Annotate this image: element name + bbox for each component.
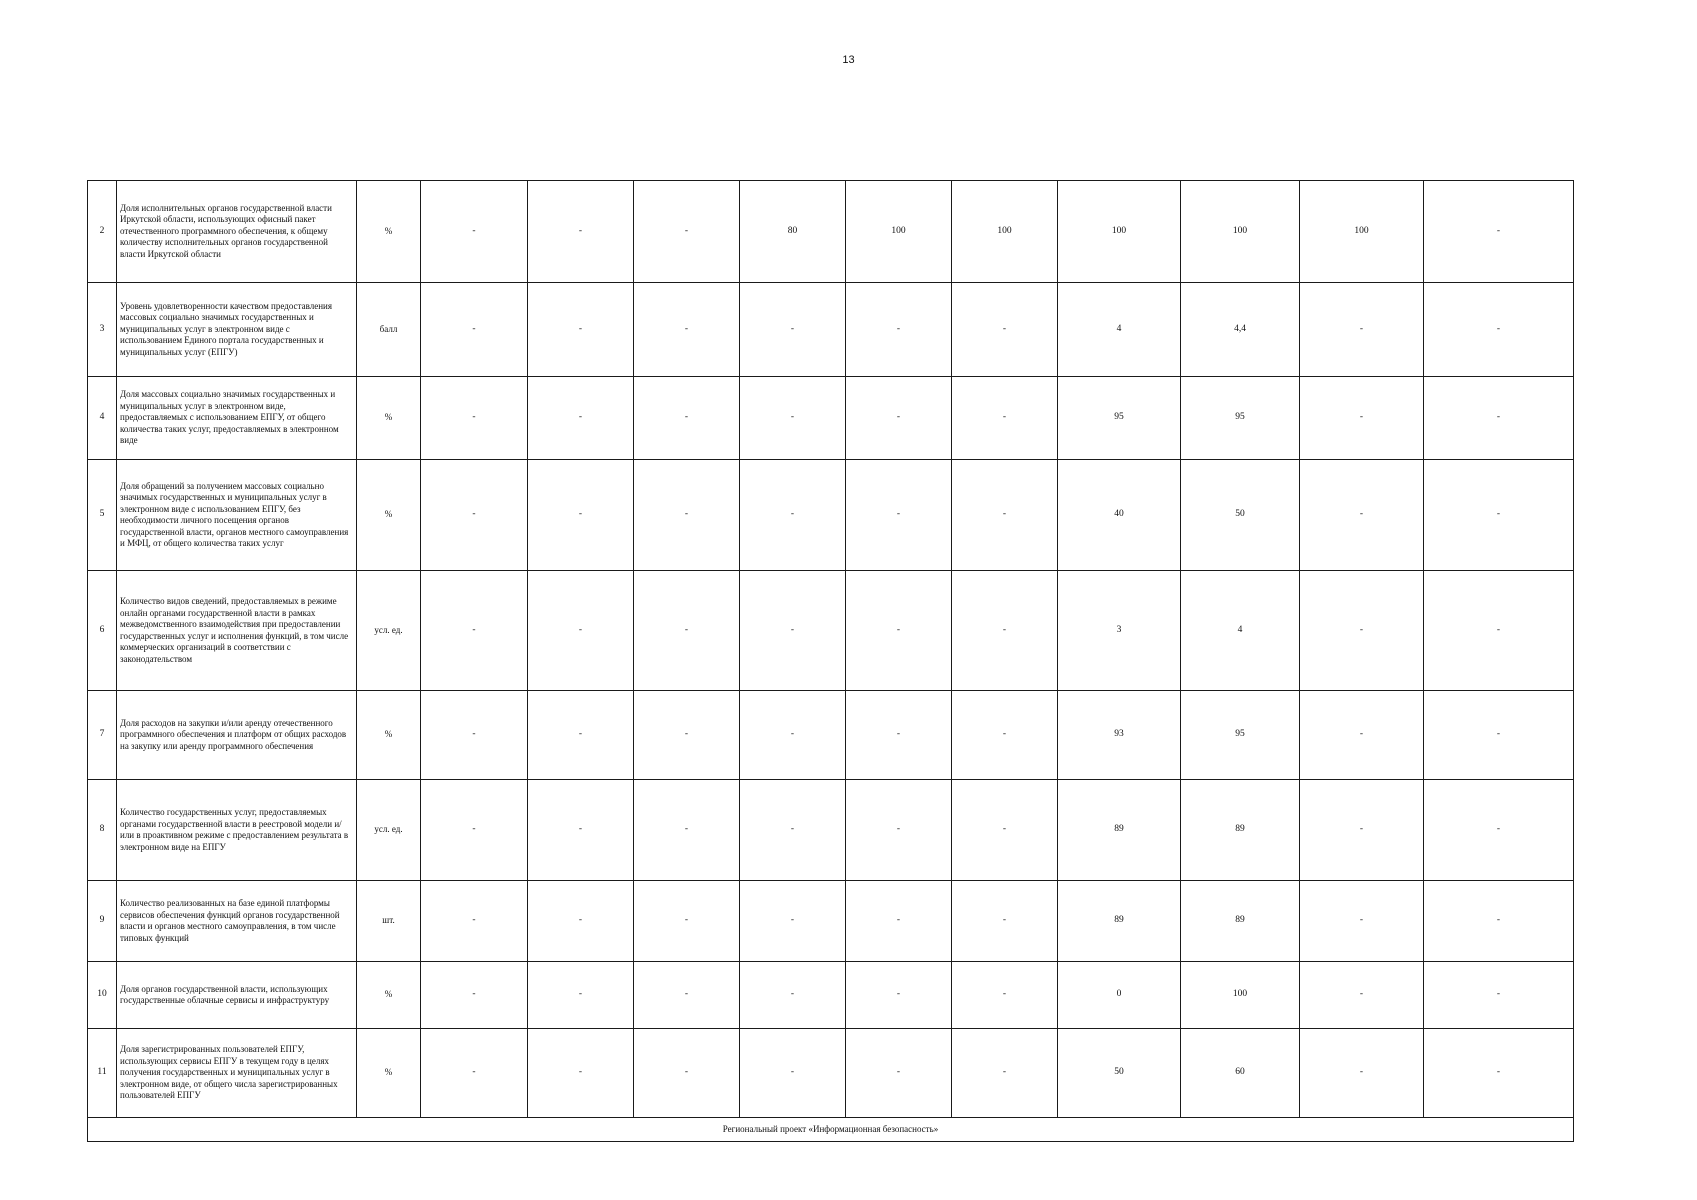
value-cell: - (1300, 780, 1424, 881)
value-cell: - (528, 460, 634, 571)
value-cell: 93 (1058, 691, 1181, 780)
value-cell: - (952, 881, 1058, 962)
value-cell: - (528, 181, 634, 283)
row-number: 11 (88, 1029, 117, 1118)
value-cell: 89 (1058, 881, 1181, 962)
value-cell: 89 (1181, 780, 1300, 881)
indicator-name: Доля обращений за получением массовых социально значимых государственных и муниципальных услуг в электронном виде с использованием ЕПГУ, без необходимости личного посещения органов государственной власти, органов местного самоуправления и МФЦ, от общего количества таких услуг (117, 460, 357, 571)
value-cell: - (1300, 571, 1424, 691)
value-cell: - (952, 691, 1058, 780)
value-cell: - (1424, 377, 1574, 460)
value-cell: - (634, 1029, 740, 1118)
row-number: 4 (88, 377, 117, 460)
table-row (88, 571, 1574, 691)
value-cell: 100 (1181, 962, 1300, 1029)
table-row (88, 460, 1574, 571)
unit-cell: % (357, 181, 421, 283)
indicator-name: Количество государственных услуг, предоставляемых органами государственной власти в реестровой модели и/или в проактивном режиме с предоставлением результата в электронном виде на ЕПГУ (117, 780, 357, 881)
value-cell: - (846, 283, 952, 377)
table-row (88, 181, 1574, 283)
value-cell: - (846, 691, 952, 780)
table-body (88, 181, 1574, 1142)
value-cell: - (634, 377, 740, 460)
value-cell: - (528, 1029, 634, 1118)
unit-cell: % (357, 962, 421, 1029)
value-cell: - (528, 780, 634, 881)
row-number: 2 (88, 181, 117, 283)
indicator-name: Доля исполнительных органов государственной власти Иркутской области, использующих офисный пакет отечественного программного обеспечения, к общему количеству исполнительных органов государственной власти Иркутской области (117, 181, 357, 283)
row-number: 10 (88, 962, 117, 1029)
value-cell: 100 (1058, 181, 1181, 283)
value-cell: - (1424, 283, 1574, 377)
value-cell: - (528, 691, 634, 780)
value-cell: - (421, 283, 528, 377)
value-cell: - (952, 962, 1058, 1029)
value-cell: - (740, 283, 846, 377)
table-row (88, 780, 1574, 881)
value-cell: - (528, 377, 634, 460)
unit-cell: усл. ед. (357, 780, 421, 881)
value-cell: 50 (1181, 460, 1300, 571)
value-cell: 100 (1300, 181, 1424, 283)
value-cell: 4 (1181, 571, 1300, 691)
value-cell: - (1300, 691, 1424, 780)
value-cell: - (634, 881, 740, 962)
indicator-name: Доля органов государственной власти, использующих государственные облачные сервисы и инфраструктуру (117, 962, 357, 1029)
value-cell: 89 (1181, 881, 1300, 962)
value-cell: - (528, 571, 634, 691)
indicator-name: Количество реализованных на базе единой платформы сервисов обеспечения функций органов государственной власти и органов местного самоуправления, в том числе типовых функций (117, 881, 357, 962)
value-cell: 100 (952, 181, 1058, 283)
value-cell: - (421, 780, 528, 881)
value-cell: - (421, 460, 528, 571)
value-cell: 95 (1181, 377, 1300, 460)
value-cell: - (528, 881, 634, 962)
value-cell: - (740, 780, 846, 881)
value-cell: - (952, 283, 1058, 377)
value-cell: - (1424, 181, 1574, 283)
unit-cell: балл (357, 283, 421, 377)
indicator-name: Доля зарегистрированных пользователей ЕПГУ, использующих сервисы ЕПГУ в текущем году в целях получения государственных и муниципальных услуг в электронном виде, от общего числа зарегистрированных пользователей ЕПГУ (117, 1029, 357, 1118)
value-cell: 50 (1058, 1029, 1181, 1118)
value-cell: - (421, 571, 528, 691)
unit-cell: % (357, 691, 421, 780)
value-cell: - (952, 780, 1058, 881)
value-cell: - (634, 460, 740, 571)
value-cell: - (421, 962, 528, 1029)
section-footer-row (88, 1118, 1574, 1142)
value-cell: - (846, 377, 952, 460)
value-cell: 100 (1181, 181, 1300, 283)
value-cell: - (1300, 881, 1424, 962)
value-cell: - (421, 377, 528, 460)
value-cell: - (740, 1029, 846, 1118)
value-cell: - (528, 283, 634, 377)
value-cell: - (846, 460, 952, 571)
value-cell: 95 (1181, 691, 1300, 780)
value-cell: - (634, 780, 740, 881)
value-cell: - (740, 377, 846, 460)
row-number: 9 (88, 881, 117, 962)
value-cell: - (634, 181, 740, 283)
value-cell: - (740, 881, 846, 962)
unit-cell: % (357, 1029, 421, 1118)
value-cell: - (1300, 460, 1424, 571)
table-row (88, 283, 1574, 377)
value-cell: - (846, 571, 952, 691)
value-cell: - (421, 1029, 528, 1118)
value-cell: 100 (846, 181, 952, 283)
value-cell: - (952, 1029, 1058, 1118)
unit-cell: усл. ед. (357, 571, 421, 691)
table-row (88, 377, 1574, 460)
value-cell: - (846, 1029, 952, 1118)
value-cell: - (1424, 691, 1574, 780)
row-number: 7 (88, 691, 117, 780)
value-cell: - (634, 691, 740, 780)
indicator-name: Доля расходов на закупки и/или аренду отечественного программного обеспечения и платформ от общих расходов на закупку или аренду программного обеспечения (117, 691, 357, 780)
value-cell: - (1424, 571, 1574, 691)
value-cell: - (528, 962, 634, 1029)
table-row (88, 1029, 1574, 1118)
value-cell: - (634, 962, 740, 1029)
value-cell: - (1300, 1029, 1424, 1118)
indicators-table (87, 180, 1574, 1142)
value-cell: - (952, 460, 1058, 571)
value-cell: - (952, 571, 1058, 691)
row-number: 8 (88, 780, 117, 881)
value-cell: - (740, 571, 846, 691)
value-cell: 80 (740, 181, 846, 283)
section-title: Региональный проект «Информационная безопасность» (88, 1118, 1574, 1142)
value-cell: 40 (1058, 460, 1181, 571)
value-cell: 4 (1058, 283, 1181, 377)
value-cell: - (1424, 881, 1574, 962)
value-cell: - (1424, 460, 1574, 571)
value-cell: - (1300, 377, 1424, 460)
value-cell: - (1300, 962, 1424, 1029)
value-cell: - (1300, 283, 1424, 377)
value-cell: 95 (1058, 377, 1181, 460)
unit-cell: % (357, 460, 421, 571)
table-row (88, 691, 1574, 780)
value-cell: - (634, 571, 740, 691)
row-number: 5 (88, 460, 117, 571)
table-row (88, 962, 1574, 1029)
indicator-name: Доля массовых социально значимых государственных и муниципальных услуг в электронном виде, предоставляемых с использованием ЕПГУ, от общего количества таких услуг, предоставляемых в электронном виде (117, 377, 357, 460)
value-cell: - (846, 881, 952, 962)
value-cell: 3 (1058, 571, 1181, 691)
value-cell: - (1424, 962, 1574, 1029)
value-cell: - (1424, 780, 1574, 881)
value-cell: - (421, 691, 528, 780)
indicator-name: Уровень удовлетворенности качеством предоставления массовых социально значимых государственных и муниципальных услуг в электронном виде с использованием Единого портала государственных и муниципальных услуг (ЕПГУ) (117, 283, 357, 377)
value-cell: - (952, 377, 1058, 460)
value-cell: - (421, 181, 528, 283)
value-cell: - (634, 283, 740, 377)
value-cell: 0 (1058, 962, 1181, 1029)
page-number: 13 (842, 54, 855, 66)
value-cell: 60 (1181, 1029, 1300, 1118)
value-cell: - (846, 780, 952, 881)
indicator-name: Количество видов сведений, предоставляемых в режиме онлайн органами государственной власти в рамках межведомственного взаимодействия при предоставлении государственных услуг и исполнения функций, в том числе коммерческих организаций в соответствии с законодательством (117, 571, 357, 691)
unit-cell: шт. (357, 881, 421, 962)
value-cell: 89 (1058, 780, 1181, 881)
unit-cell: % (357, 377, 421, 460)
value-cell: - (740, 691, 846, 780)
value-cell: 4,4 (1181, 283, 1300, 377)
row-number: 6 (88, 571, 117, 691)
value-cell: - (846, 962, 952, 1029)
table-row (88, 881, 1574, 962)
value-cell: - (740, 460, 846, 571)
value-cell: - (740, 962, 846, 1029)
row-number: 3 (88, 283, 117, 377)
value-cell: - (421, 881, 528, 962)
value-cell: - (1424, 1029, 1574, 1118)
